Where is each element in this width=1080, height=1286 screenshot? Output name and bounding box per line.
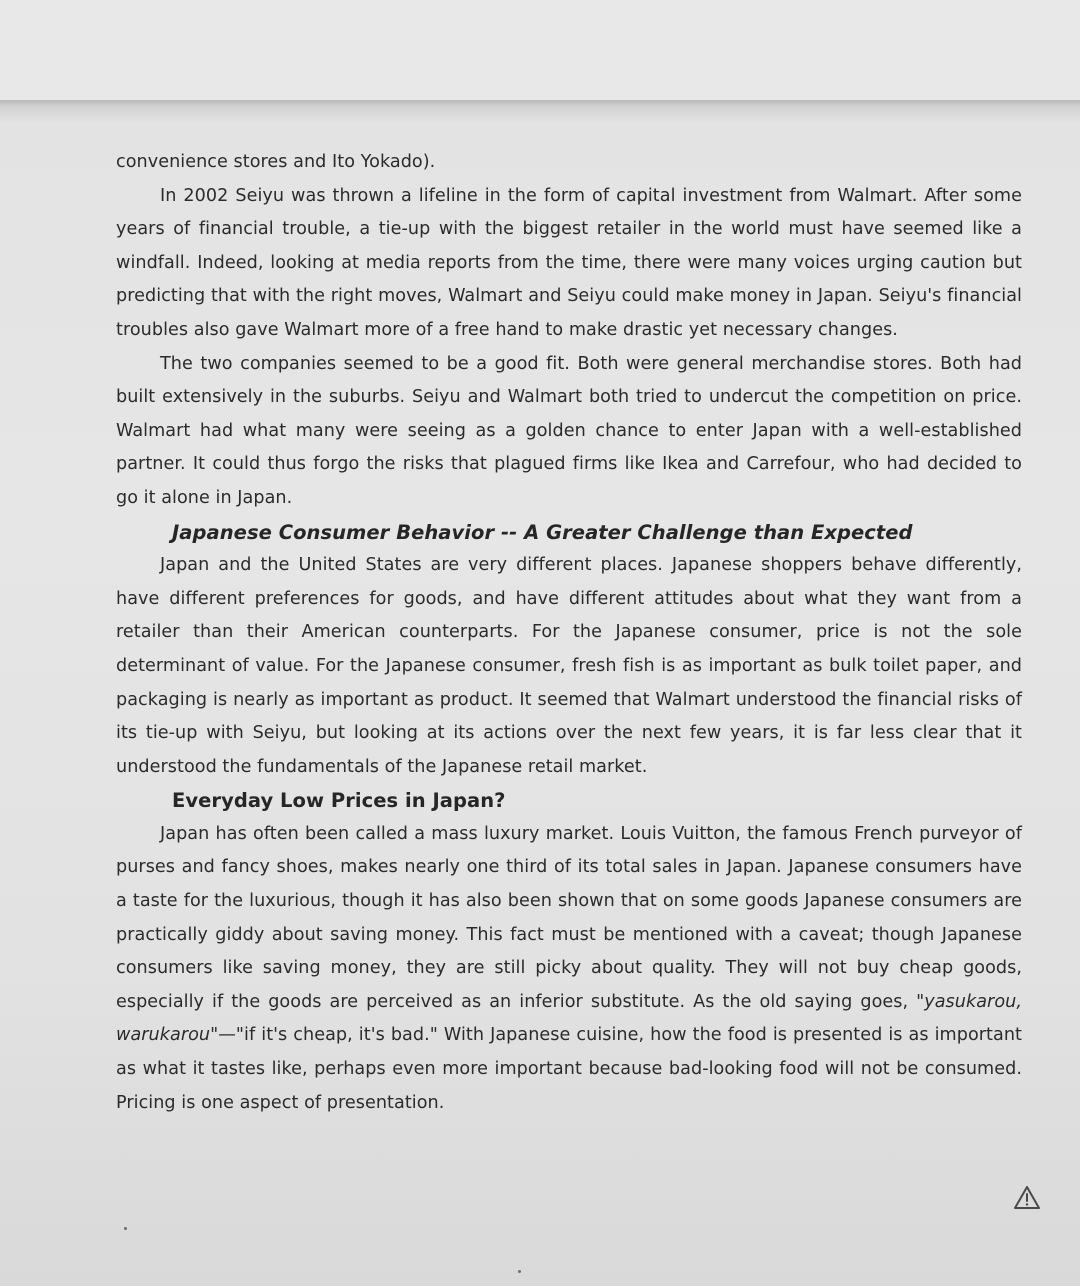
paragraph-good-fit: The two companies seemed to be a good fit. Both were general merchandise stores. Both had built extensively in the suburbs. Seiyu and Walmart both tried to undercut the competition on price. Walmart had what many were seeing as a golden chance to enter Japan with a well-established partner. It could thus forgo the risks that plagued firms like Ikea and Carrefour, who had decided to go it alone in Japan. bbox=[116, 353, 1022, 508]
warning-triangle-icon[interactable] bbox=[1012, 1184, 1042, 1212]
paragraph-low-prices bbox=[116, 818, 1022, 1120]
photo-background-top bbox=[0, 0, 1080, 100]
speck bbox=[124, 1227, 127, 1230]
section-heading-consumer-behavior: Japanese Consumer Behavior -- A Greater Challenge than Expected bbox=[172, 520, 913, 544]
text-part: Japan has often been called a mass luxury market. Louis Vuitton, the famous French purveyor of purses and fancy shoes, makes nearly one third of its total sales in Japan. Japanese consumers have a taste for the luxurious, though it has also been shown that on some goods Japanese consumers are practically giddy about saving money. This fact must be mentioned with a caveat; though Japanese consumers like saving money, they are still picky about quality. They will not buy cheap goods, especially if the goods are perceived as an inferior substitute. As the old saying goes, " bbox=[116, 823, 1022, 1012]
japanese-saying: yasukarou, warukarou bbox=[116, 991, 1022, 1046]
text-part: "—"if it's cheap, it's bad." With Japanese cuisine, how the food is presented is as important as what it tastes like, perhaps even more important because bad-looking food will not be consumed. Pricing is one aspect of presentation. bbox=[116, 1025, 1022, 1113]
section-heading-low-prices: Everyday Low Prices in Japan? bbox=[172, 789, 506, 813]
page-top-edge bbox=[0, 100, 1080, 126]
speck bbox=[518, 1270, 521, 1273]
document-page bbox=[116, 146, 1022, 1120]
paragraph-seiyu-lifeline: In 2002 Seiyu was thrown a lifeline in the form of capital investment from Walmart. After some years of financial trouble, a tie-up with the biggest retailer in the world must have seemed like a windfall. Indeed, looking at media reports from the time, there were many voices urging caution but predicting that with the right moves, Walmart and Seiyu could make money in Japan. Seiyu's financial troubles also gave Walmart more of a free hand to make drastic yet necessary changes. bbox=[116, 185, 1022, 340]
paragraph-consumer-behavior: Japan and the United States are very different places. Japanese shoppers behave differently, have different preferences for goods, and have different attitudes about what they want from a retailer than their American counterparts. For the Japanese consumer, price is not the sole determinant of value. For the Japanese consumer, fresh fish is as important as bulk toilet paper, and packaging is nearly as important as product. It seemed that Walmart understood the financial risks of its tie-up with Seiyu, but looking at its actions over the next few years, it is far less clear that it understood the fundamentals of the Japanese retail market. bbox=[116, 555, 1022, 777]
paragraph-continued: convenience stores and Ito Yokado). bbox=[116, 152, 436, 172]
